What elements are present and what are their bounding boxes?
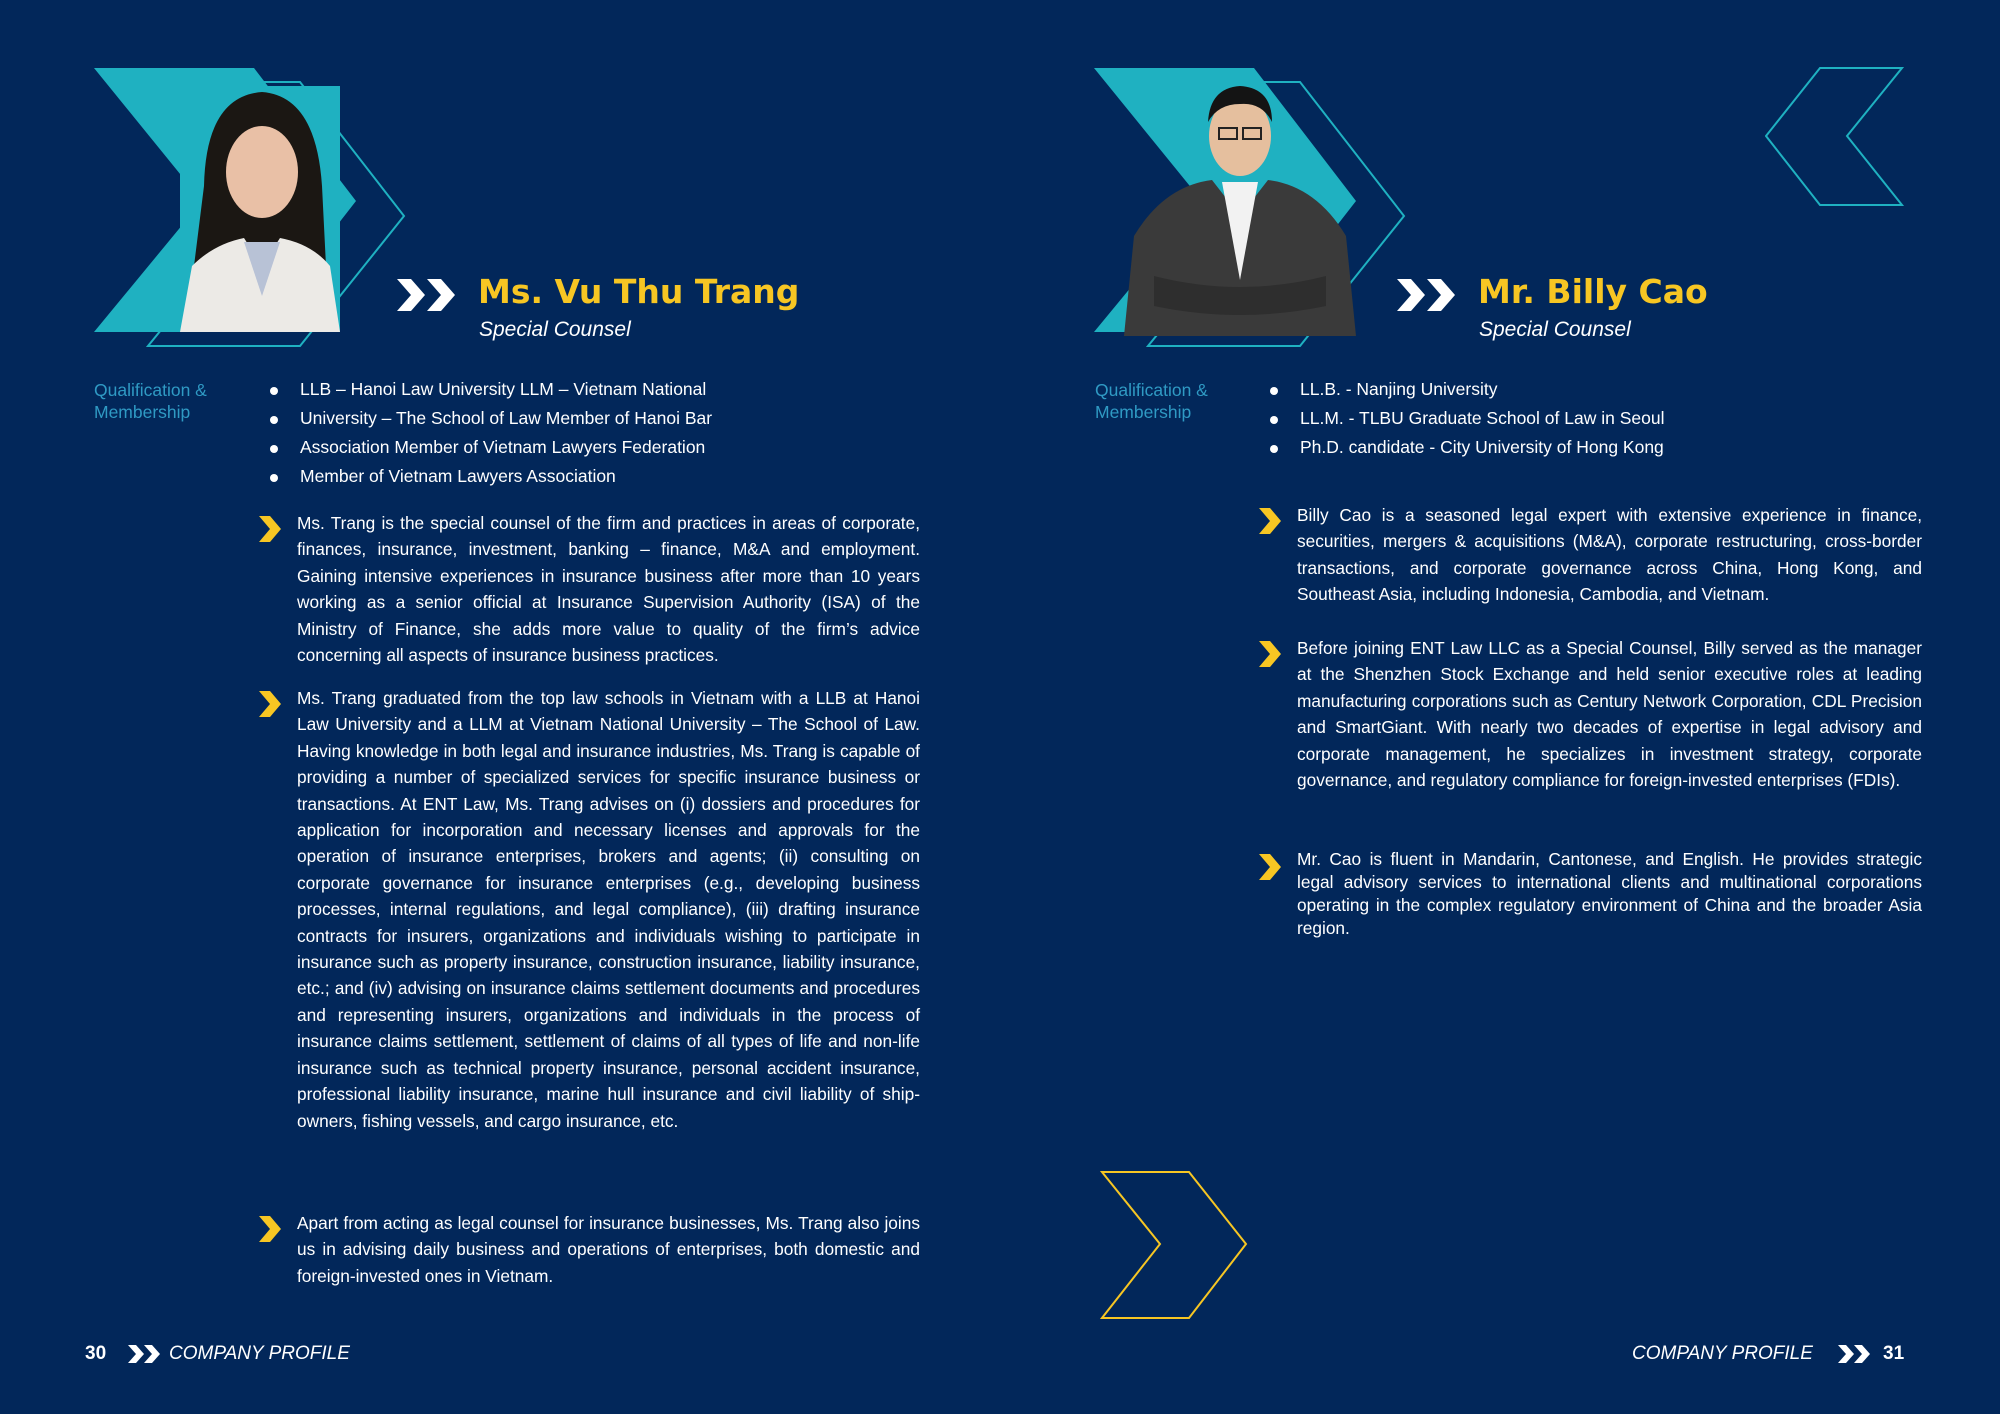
counsel-role: Special Counsel <box>479 318 631 341</box>
bio-paragraph: Billy Cao is a seasoned legal expert with extensive experience in finance, securities, mergers & acquisitions (M&A), corporate restructuring, cross-border transactions, and corporate governance across China, Hong Kong, and Southeast Asia, including Indonesia, Cambodia, and Vietnam. <box>1259 502 1922 608</box>
counsel-role: Special Counsel <box>1479 318 1631 341</box>
qualification-list <box>270 375 712 491</box>
chevron-bullet-icon <box>259 516 283 547</box>
list-item: Member of Vietnam Lawyers Association <box>270 462 712 491</box>
bullet-dot-icon <box>1270 387 1278 395</box>
chevron-bullet-icon <box>1259 641 1283 672</box>
double-chevron-icon <box>397 279 459 316</box>
double-chevron-icon <box>128 1345 162 1368</box>
bullet-dot-icon <box>270 474 278 482</box>
page-number: 30 <box>85 1343 107 1364</box>
list-item: Association Member of Vietnam Lawyers Federation <box>270 433 712 462</box>
list-item: LL.M. - TLBU Graduate School of Law in Seoul <box>1270 404 1664 433</box>
qualification-label: Qualification & Membership <box>94 380 207 422</box>
qualification-list <box>1270 375 1664 462</box>
chevron-right-outline-icon <box>1100 1171 1250 1321</box>
list-item: University – The School of Law Member of Hanoi Bar <box>270 404 712 433</box>
chevron-bullet-icon <box>1259 854 1283 885</box>
double-chevron-icon <box>1397 279 1459 316</box>
counsel-name: Mr. Billy Cao <box>1478 272 1708 311</box>
bullet-dot-icon <box>270 445 278 453</box>
bio-paragraph: Ms. Trang is the special counsel of the firm and practices in areas of corporate, finances, insurance, investment, banking – finance, M&A and employment. Gaining intensive experiences in insurance business after more than 10 years working as a senior official at Insurance Supervision Authority (ISA) of the Ministry of Finance, she adds more value to quality of the firm’s advice concerning all aspects of insurance business practices. <box>259 510 920 668</box>
left-portrait-frame <box>94 66 414 350</box>
list-item: LL.B. - Nanjing University <box>1270 375 1664 404</box>
chevron-bullet-icon <box>259 1216 283 1247</box>
chevron-left-outline-icon <box>1765 67 1905 207</box>
counsel-name: Ms. Vu Thu Trang <box>478 272 800 311</box>
bullet-dot-icon <box>1270 416 1278 424</box>
bullet-dot-icon <box>270 387 278 395</box>
portrait-photo-trang <box>180 86 340 332</box>
bio-paragraph: Apart from acting as legal counsel for insurance businesses, Ms. Trang also joins us in advising daily business and operations of enterprises, both domestic and foreign-invested ones in Vietnam. <box>259 1210 920 1289</box>
chevron-bullet-icon <box>1259 508 1283 539</box>
footer-title: COMPANY PROFILE <box>1632 1343 1813 1364</box>
page-number: 31 <box>1883 1343 1905 1364</box>
bullet-dot-icon <box>1270 445 1278 453</box>
bullet-dot-icon <box>270 416 278 424</box>
bio-paragraph: Before joining ENT Law LLC as a Special Counsel, Billy served as the manager at the Shenzhen Stock Exchange and held senior executive roles at leading manufacturing corporations such as Century Network Corporation, CDL Precision and SmartGiant. With nearly two decades of expertise in legal advisory and corporate management, he specializes in investment strategy, corporate governance, and regulatory compliance for foreign-invested enterprises (FDIs). <box>1259 635 1922 793</box>
chevron-bullet-icon <box>259 691 283 722</box>
footer-title: COMPANY PROFILE <box>169 1343 350 1364</box>
right-portrait-frame <box>1094 66 1414 350</box>
double-chevron-icon <box>1838 1345 1872 1368</box>
list-item: LLB – Hanoi Law University LLM – Vietnam National <box>270 375 712 404</box>
list-item: Ph.D. candidate - City University of Hong Kong <box>1270 433 1664 462</box>
bio-paragraph: Ms. Trang graduated from the top law schools in Vietnam with a LLB at Hanoi Law University and a LLM at Vietnam National University – The School of Law. Having knowledge in both legal and insurance industries, Ms. Trang is capable of providing a number of specialized services for specific insurance business or transactions. At ENT Law, Ms. Trang advises on (i) dossiers and procedures for application for incorporation and necessary licenses and approvals for the operation of insurance enterprises, brokers and agents; (ii) consulting on corporate governance for insurance enterprises (e.g., developing business processes, internal regulations, and legal compliance), (iii) drafting insurance contracts for insurers, organizations and individuals wishing to participate in insurance such as property insurance, construction insurance, liability insurance, etc.; and (iv) advising on insurance claims settlement documents and procedures and representing insurers, organizations and individuals in the process of insurance claims settlement, settlement of claims of all types of life and non-life insurance such as technical property insurance, personal accident insurance, professional liability insurance, marine hull insurance and civil liability of ship-owners, fishing vessels, and cargo insurance, etc. <box>259 685 920 1134</box>
bio-paragraph: Mr. Cao is fluent in Mandarin, Cantonese, and English. He provides strategic legal advisory services to international clients and multinational corporations operating in the complex regulatory environment of China and the broader Asia region. <box>1259 848 1922 940</box>
qualification-label: Qualification & Membership <box>1095 380 1208 422</box>
